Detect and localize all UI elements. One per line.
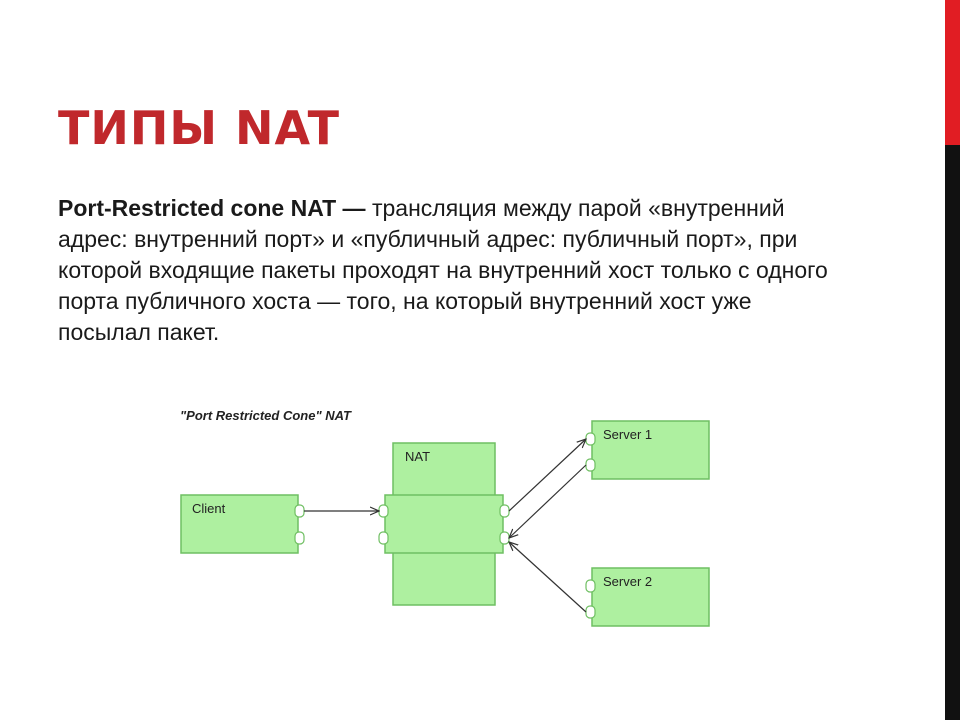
arrow-server2-to-nat [509, 542, 586, 612]
nat-node [379, 443, 509, 605]
server2-node [586, 568, 709, 626]
diagram-caption: "Port Restricted Cone" NAT [180, 408, 351, 423]
arrow-nat-to-server1 [509, 439, 586, 511]
nat-inner-port-1 [379, 505, 388, 517]
nat-label: NAT [405, 449, 431, 464]
server2-label: Server 2 [603, 574, 653, 589]
nat-mapping-box [385, 495, 503, 553]
server1-port-2 [586, 459, 595, 471]
nat-outer-port-1 [500, 505, 509, 517]
client-port-2 [295, 532, 304, 544]
nat-outer-port-2 [500, 532, 509, 544]
nat-diagram [170, 400, 730, 640]
slide-body-text [58, 193, 838, 348]
client-node [181, 495, 304, 553]
client-port-1 [295, 505, 304, 517]
body-definition: трансляция между парой «внутренний адрес: внутренний порт» и «публичный адрес: публичный порт», при которой входящие пакеты проходят на внутренний хост только с одного порта публичного хоста — того, на который внутренний хост уже посылал пакет. [58, 195, 828, 345]
slide-title: ТИПЫ NAT [58, 101, 340, 155]
nat-inner-port-2 [379, 532, 388, 544]
server1-port-1 [586, 433, 595, 445]
server1-node [586, 421, 709, 479]
body-term: Port-Restricted cone NAT — [58, 195, 366, 221]
server1-label: Server 1 [603, 427, 653, 442]
accent-bar-black [945, 145, 960, 720]
accent-bar-red [945, 0, 960, 145]
arrow-server1-to-nat [509, 465, 586, 538]
client-label: Client [192, 501, 226, 516]
server2-port-1 [586, 580, 595, 592]
server2-port-2 [586, 606, 595, 618]
